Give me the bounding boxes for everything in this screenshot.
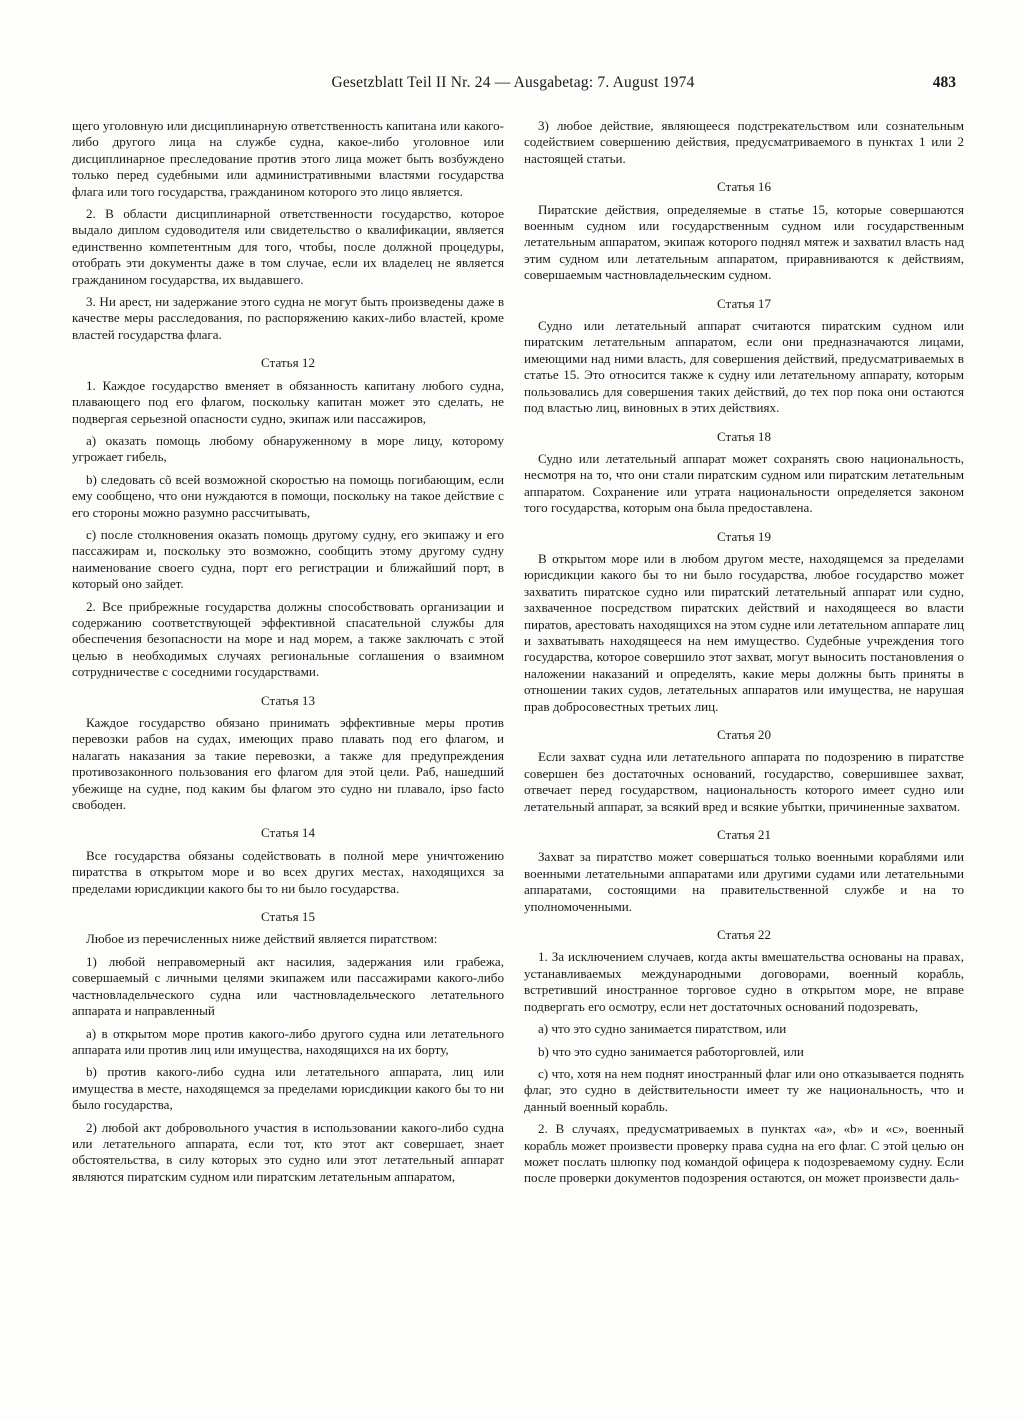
article-heading-12: Статья 12 bbox=[261, 355, 315, 371]
paragraph: Пиратские действия, определяемые в статье 15, которые совершаются военным судном или государственным судном или государственным летательным аппаратом, экипаж которого поднял мятеж и захватил власть над этим судном или летательным аппаратом, приравниваются к действиям, совершаемым частновладельческим судном. bbox=[524, 201, 964, 283]
paragraph: Судно или летательный аппарат считаются пиратским судном или пиратским летательным аппаратом, если они предназначаются лицами, имеющими над ними власть, для совершения действий, предусматриваемых в статье 15. Это относится также к судну или летательному аппарату, которым пользовались для совершения таких действий, до тех пор пока они остаются под властью лиц, виновных в этих действиях. bbox=[524, 318, 964, 416]
list-item: b) против какого-либо судна или летательного аппарата, лиц или имущества в месте, находящемся за пределами юрисдикции какого бы то ни было государства, bbox=[72, 1064, 504, 1113]
paragraph: Захват за пиратство может совершаться только военными кораблями или военными летательными аппаратами или другими судами или летательными аппаратами, состоящими на правительственной службе и на то уполномоченными. bbox=[524, 849, 964, 914]
paragraph: 3. Ни арест, ни задержание этого судна не могут быть произведены даже в качестве меры расследования, по распоряжению каких-либо властей, кроме властей государства флага. bbox=[72, 294, 504, 342]
list-item: a) что это судно занимается пиратством, или bbox=[538, 1021, 787, 1037]
paragraph: Все государства обязаны содействовать в полной мере уничтожению пиратства в открытом море и во всех других местах, находящихся за пределами юрисдикции какого бы то ни было государства. bbox=[72, 847, 504, 896]
paragraph: 2. В случаях, предусматриваемых в пунктах «a», «b» и «c», военный корабль может произвести проверку права судна на его флаг. С этой целью он может послать шлюпку под командой офицера к подозреваемому судну. Если после проверки документов подозрения остаются, он может произвести даль- bbox=[524, 1121, 964, 1186]
page-number: 483 bbox=[932, 74, 956, 91]
list-item: b) что это судно занимается работорговлей, или bbox=[538, 1043, 804, 1059]
paragraph: Любое из перечисленных ниже действий является пиратством: bbox=[86, 931, 438, 947]
article-heading-16: Статья 16 bbox=[717, 179, 771, 195]
list-item: c) после столкновения оказать помощь другому судну, его экипажу и его пассажирам и, поскольку это возможно, сообщить этому другому судну наименование своего судна, порт его регистрации и ближайший порт, в который оно зайдет. bbox=[72, 526, 504, 592]
list-item: c) что, хотя на нем поднят иностранный флаг или оно отказывается поднять флаг, это судно в действительности имеет ту же национальность, что и данный военный корабль. bbox=[524, 1065, 964, 1114]
article-heading-21: Статья 21 bbox=[717, 827, 771, 843]
paragraph: 2. В области дисциплинарной ответственности государство, которое выдало диплом судоводителя или свидетельство о квалификации, является единственно компетентным для того, чтобы, после должной процедуры, отобрать эти документы даже в том случае, если их владелец не является гражданином государства, их выдавшего. bbox=[72, 206, 504, 287]
paragraph: Каждое государство обязано принимать эффективные меры против перевозки рабов на судах, имеющих право плавать под его флагом, и налагать наказания за такие перевозки, а также для предупреждения противозаконного пользования его флагом для этой цели. Раб, нашедший убежище на судне, под каким бы флагом это судно ни плавало, ipso facto свободен. bbox=[72, 715, 504, 813]
article-heading-18: Статья 18 bbox=[717, 428, 771, 444]
list-item: b) следовать cõ всей возможной скоростью на помощь погибающим, если ему сообщено, что они нуждаются в помощи, поскольку на такое действие с его стороны можно разумно рассчитывать, bbox=[72, 471, 504, 520]
list-item: a) оказать помощь любому обнаруженному в море лицу, которому угрожает гибель, bbox=[72, 432, 504, 465]
list-item: 1) любой неправомерный акт насилия, задержания или грабежа, совершаемый с личными целями экипажем или пассажирами какого-либо частновладельческого судна или частновладельческого летательного аппарата и направленный bbox=[72, 953, 504, 1019]
paragraph: В открытом море или в любом другом месте, находящемся за пределами юрисдикции какого бы то ни было государства, любое государство может захватить пиратское судно или пиратский летательный аппарат или судно, захваченное посредством пиратских действий и находящееся во власти пиратов, арестовать находящихся на этом судне или летательном аппарате лиц и захватывать находящееся на нем имущество. Судебные учреждения того государства, которое совершило этот захват, могут выносить постановления о наложении наказаний и определять, какие меры должны быть приняты в отношении таких судов, летательных аппаратов или имущества, не нарушая прав добросовестных третьих лиц. bbox=[524, 550, 964, 714]
right-column bbox=[524, 118, 964, 1193]
paragraph: Если захват судна или летательного аппарата по подозрению в пиратстве совершен без достаточных оснований, государство, совершившее захват, отвечает перед государством, национальность которого имеет судно или летательный аппарат, за всякий вред и всякие убытки, причиненные захватом. bbox=[524, 749, 964, 814]
paragraph: 1. Каждое государство вменяет в обязанность капитану любого судна, плавающего под его флагом, поскольку капитан может это сделать, не подвергая серьезной опасности судно, экипаж или пассажиров, bbox=[72, 377, 504, 426]
article-heading-15: Статья 15 bbox=[261, 909, 315, 925]
article-heading-20: Статья 20 bbox=[717, 727, 771, 742]
paragraph: щего уголовную или дисциплинарную ответственность капитана или какого-либо другого лица на службе судна, какое-либо уголовное или дисциплинарное преследование против этого лица может быть возбуждено только перед судебными или административными властями государства флага или того государства, гражданином которого это лицо является. bbox=[72, 118, 504, 199]
article-heading-19: Статья 19 bbox=[717, 528, 771, 544]
list-item: 2) любой акт добровольного участия в использовании какого-либо судна или летательного аппарата, если тот, кто этот акт совершает, знает обстоятельства, в силу которых это судно или этот летательный аппарат являются пиратским судном или пиратским летательным аппаратом, bbox=[72, 1119, 504, 1184]
article-heading-14: Статья 14 bbox=[261, 825, 315, 841]
left-column bbox=[72, 118, 504, 1191]
running-title: Gesetzblatt Teil II Nr. 24 — Ausgabetag: 7. August 1974 bbox=[331, 74, 695, 91]
article-heading-13: Статья 13 bbox=[261, 692, 315, 708]
paragraph: 2. Все прибрежные государства должны способствовать организации и содержанию соответствующей эффективной спасательной службы для обеспечения безопасности на море и над морем, а также заключать с этой целью в необходимых случаях региональные соглашения о взаимном сотрудничестве с соседними государствами. bbox=[72, 598, 504, 680]
page-header bbox=[70, 74, 956, 98]
paragraph: 1. За исключением случаев, когда акты вмешательства основаны на правах, устанавливаемых международными договорами, военный корабль, встретивший иностранное торговое судно в открытом море, не вправе подвергать его осмотру, если нет достаточных оснований подозревать, bbox=[524, 949, 964, 1014]
list-item: 3) любое действие, являющееся подстрекательством или сознательным содействием совершению действия, предусматриваемого в пунктах 1 или 2 настоящей статьи. bbox=[524, 118, 964, 166]
list-item: a) в открытом море против какого-либо другого судна или летательного аппарата или против лиц или имущества, находящихся на их борту, bbox=[72, 1025, 504, 1057]
paragraph: Судно или летательный аппарат может сохранять свою национальность, несмотря на то, что они стали пиратским судном или пиратским летательным аппаратом. Сохранение или утрата национальности определяется законом того государства, которым она была предоставлена. bbox=[524, 450, 964, 516]
article-heading-17: Статья 17 bbox=[717, 295, 771, 311]
article-heading-22: Статья 22 bbox=[717, 927, 771, 943]
